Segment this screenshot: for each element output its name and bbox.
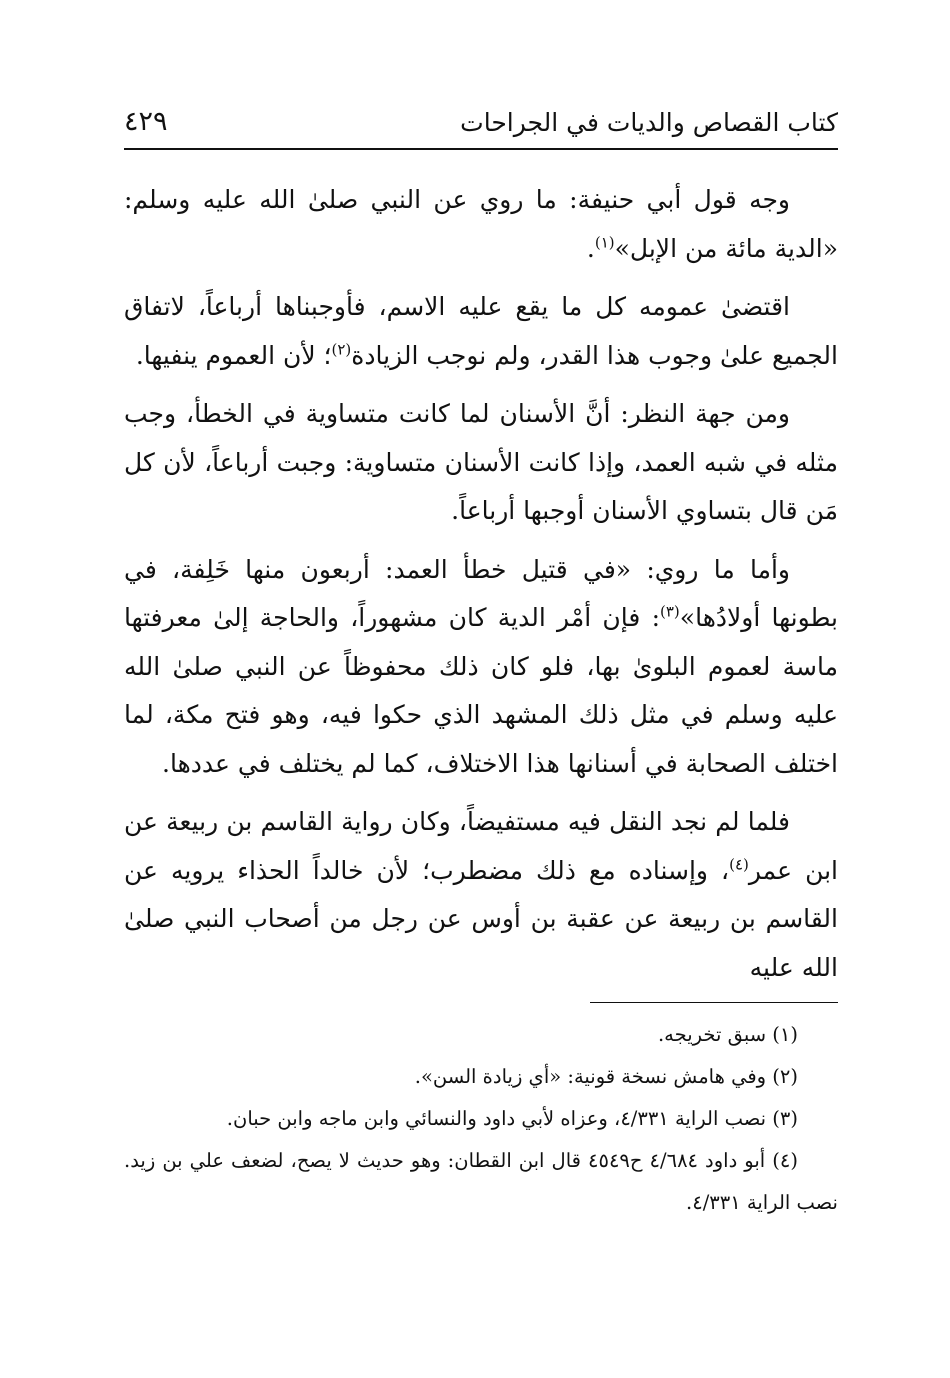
- footnote: [124, 1056, 838, 1098]
- paragraph-text: فلما لم نجد النقل فيه مستفيضاً، وكان رواية القاسم بن ربيعة عن ابن عمر: [124, 807, 839, 885]
- paragraph-tail: .: [586, 233, 595, 263]
- paragraph-text: وأما ما روي: «في قتيل خطأ العمد: أربعون منها خَلِفة، في بطونها أولادُها»: [124, 554, 838, 632]
- footnote-text: وفي هامش نسخة قونية: «أي زيادة السن».: [414, 1065, 767, 1088]
- footnote-number: (٣): [772, 1107, 798, 1130]
- paragraph-text: اقتضىٰ عمومه كل ما يقع عليه الاسم، فأوجبناها أرباعاً، لاتفاق الجميع علىٰ وجوب هذا القدر، ولم نوجب الزيادة: [124, 292, 838, 370]
- footnote-number: (٤): [772, 1149, 798, 1172]
- paragraph-tail: ؛ لأن العموم ينفيها.: [135, 340, 332, 370]
- paragraph-text: وجه قول أبي حنيفة: ما روي عن النبي صلىٰ الله عليه وسلم: «الدية مائة من الإبل»: [124, 185, 838, 263]
- running-header: [124, 98, 838, 150]
- footnote-number: (٢): [772, 1065, 798, 1088]
- paragraph-tail: ، وإسناده مع ذلك مضطرب؛ لأن خالداً الحذاء يرويه عن القاسم بن ربيعة عن عقبة بن أوس عن رجل من أصحاب النبي صلىٰ الله عليه: [124, 855, 838, 982]
- footnote-number: (١): [772, 1023, 798, 1046]
- paragraph: [124, 283, 838, 380]
- footnotes: [124, 1014, 838, 1224]
- paragraph: [124, 798, 838, 992]
- paragraph: [124, 390, 838, 536]
- footnote: [124, 1098, 838, 1140]
- footnote-ref: (٣): [660, 602, 680, 621]
- paragraph: [124, 546, 838, 789]
- footnote-ref: (١): [594, 233, 615, 252]
- main-text: [124, 176, 838, 1002]
- footnote-ref: (٢): [331, 340, 352, 359]
- footnote-text: سبق تخريجه.: [657, 1023, 767, 1046]
- footnote-text: نصب الراية ٤/٣٣١، وعزاه لأبي داود والنسائي وابن ماجه وابن حبان.: [226, 1107, 767, 1130]
- footnote: [124, 1014, 838, 1056]
- footnote-separator: [590, 1002, 838, 1003]
- page-number: ٤٢٩: [124, 106, 168, 137]
- footnote: [124, 1140, 838, 1224]
- paragraph: [124, 176, 838, 273]
- footnote-text: أبو داود ٤/٦٨٤ ح٤٥٤٩ قال ابن القطان: وهو حديث لا يصح، لضعف علي بن زيد. نصب الراية ٤/٣٣١.: [124, 1149, 838, 1214]
- paragraph-tail: : فإن أمْر الدية كان مشهوراً، والحاجة إلىٰ معرفتها ماسة لعموم البلوىٰ بها، فلو كان ذلك محفوظاً عن النبي صلىٰ الله عليه وسلم في مثل ذلك المشهد الذي حكوا فيه، وهو فتح مكة، لما اختلف الصحابة في أسنانها هذا الاختلاف، كما لم يختلف في عددها.: [124, 603, 839, 778]
- header-title: كتاب القصاص والديات في الجراحات: [460, 108, 838, 137]
- paragraph-text: ومن جهة النظر: أنَّ الأسنان لما كانت متساوية في الخطأ، وجب مثله في شبه العمد، وإذا كانت الأسنان متساوية: وجبت أرباعاً، لأن كل مَن قال بتساوي الأسنان أوجبها أرباعاً.: [124, 399, 838, 525]
- footnote-ref: (٤): [729, 855, 749, 874]
